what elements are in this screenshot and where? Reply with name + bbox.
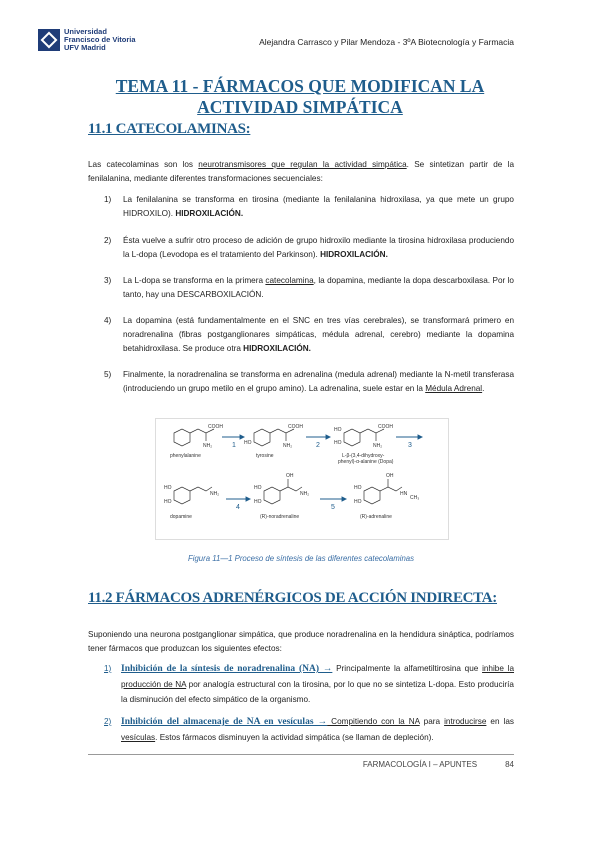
item-number: 4) <box>104 316 112 325</box>
footer-text: FARMACOLOGÍA I – APUNTES <box>362 760 478 769</box>
group-label: NH₂ <box>283 443 293 449</box>
section-heading-farmacos: 11.2 FÁRMACOS ADRENÉRGICOS DE ACCIÓN INDIRECTA: <box>88 590 497 606</box>
list-item <box>104 234 514 262</box>
item-number: 1) <box>104 664 112 673</box>
header-authors: Alejandra Carrasco y Pilar Mendoza - 3ºA Biotecnología y Farmacia <box>259 37 514 47</box>
section-heading-catecolaminas: 11.1 CATECOLAMINAS: <box>88 121 251 137</box>
logo-text <box>64 28 136 52</box>
compound-name: (R)-adrenaline <box>360 514 392 520</box>
group-label: COOH <box>208 424 223 430</box>
item-text: La dopamina (está fundamentalmente en el SNC en tres vías cerebrales), se transformará primero en noradrenalina (fibras postganglionares simpáticas, médula adrenal, cerebro) mediante la dopamina betahidroxilasa. Se produce otra <box>123 316 514 353</box>
item-text: en las <box>486 717 515 726</box>
item-text-end: por analogía estructural con la tirosina, por lo que no se sintetiza L-dopa. Esto produciría la disminución del efecto simpático de la organismo. <box>121 680 514 704</box>
step-label: 3 <box>408 442 412 449</box>
group-label: HO <box>254 499 262 505</box>
item-text: para <box>419 717 445 726</box>
section2-intro: Suponiendo una neurona postganglionar simpática, que produce noradrenalina en la hendidura sináptica, podríamos tener fármacos que produzcan los siguientes efectos: <box>88 630 514 653</box>
logo-line-3: UFV Madrid <box>64 43 106 52</box>
group-label: COOH <box>378 424 393 430</box>
synthesis-diagram <box>156 419 448 539</box>
item-bold: HIDROXILACIÓN. <box>243 344 311 353</box>
intro-text: Las catecolaminas son los <box>88 160 199 169</box>
catecholamine-synthesis-figure <box>155 418 449 540</box>
item-underlined: catecolamina <box>265 276 314 285</box>
step-label: 1 <box>232 442 236 449</box>
step-label: 2 <box>316 442 320 449</box>
compound-name: tyrosine <box>256 453 274 459</box>
item-underlined: Médula Adrenal <box>425 384 483 393</box>
compound-name: phenyl)-α-alanine (Dopa) <box>338 459 394 465</box>
item-underlined: vesículas <box>121 733 156 742</box>
item-underlined: inhibe la producción de NA <box>121 664 515 689</box>
item-text: La fenilalanina se transforma en tirosina (mediante la fenilalanina hidroxilasa, ya que mete un grupo HIDROXILO). <box>123 195 514 218</box>
item-text-end: . Estos fármacos disminuyen la actividad simpática (se llaman de depleción). <box>155 733 434 742</box>
list-item <box>104 274 514 302</box>
item-text: Ésta vuelve a sufrir otro proceso de adición de grupo hidroxilo mediante la tirosina hidroxilasa produciendo la L-dopa (Levodopa es el tratamiento del Parkinson). <box>123 236 514 259</box>
list-item <box>104 314 514 356</box>
group-label: NH₂ <box>210 491 220 497</box>
page-number: 84 <box>505 760 514 769</box>
benzene-ring <box>174 429 190 446</box>
item-text-end: . <box>482 384 485 393</box>
item-bold: HIDROXILACIÓN. <box>320 250 388 259</box>
compound-name: dopamine <box>170 514 192 520</box>
item-text: Principalmente la alfametiltirosina que <box>332 664 483 673</box>
list-item <box>104 368 514 396</box>
group-label: COOH <box>288 424 303 430</box>
group-label: NH₂ <box>203 443 213 449</box>
figure-caption: Figura 11—1 Proceso de síntesis de las diferentes catecolaminas <box>187 554 415 563</box>
group-label: CH₃ <box>410 495 420 501</box>
page-title: TEMA 11 - FÁRMACOS QUE MODIFICAN LA ACTIVIDAD SIMPÁTICA <box>115 76 485 117</box>
intro-text-end: . Se sintetizan partir de la fenilalanina, mediante diferentes transformaciones secuenciales: <box>88 160 514 183</box>
list-item <box>104 714 514 745</box>
footer-divider <box>88 754 514 755</box>
step-label: 4 <box>236 504 240 511</box>
item-number: 2) <box>104 236 112 245</box>
step-label: 5 <box>331 504 335 511</box>
group-label: OH <box>386 473 394 479</box>
logo-line-1: Universidad <box>64 27 107 36</box>
item-number: 3) <box>104 276 112 285</box>
group-label: HO <box>164 485 172 491</box>
page-footer <box>363 760 514 769</box>
item-text: La L-dopa se transforma en la primera <box>123 276 266 285</box>
group-label: HN <box>400 491 408 497</box>
group-label: OH <box>286 473 294 479</box>
group-label: HO <box>254 485 262 491</box>
item-text-end: , la dopamina, mediante la dopa descarboxilasa. Por lo tanto, hay una DESCARBOXILACIÓN. <box>123 276 514 299</box>
item-number: 2) <box>104 717 112 726</box>
group-label: NH₂ <box>373 443 383 449</box>
item-heading: Inhibición del almacenaje de NA en vesículas → <box>121 717 328 727</box>
benzene-ring <box>254 429 270 446</box>
intro-underlined: neurotransmisores que regulan la actividad simpática <box>198 160 407 169</box>
item-number: 5) <box>104 370 112 379</box>
group-label: HO <box>244 440 252 446</box>
benzene-ring <box>344 429 360 446</box>
ufv-logo-icon <box>38 29 60 51</box>
item-underlined: Compitiendo con la NA <box>327 717 420 726</box>
logo-line-2: Francisco de Vitoria <box>64 35 136 44</box>
list-item <box>104 193 514 221</box>
item-text: Finalmente, la noradrenalina se transforma en adrenalina (medula adrenal) mediante la N-metil transferasa (introduciendo un grupo metilo en el grupo amino). La adrenalina, suele estar en la <box>123 370 514 393</box>
item-number: 1) <box>104 195 112 204</box>
section1-intro <box>88 158 514 186</box>
group-label: HO <box>164 499 172 505</box>
group-label: HO <box>334 440 342 446</box>
group-label: HO <box>354 485 362 491</box>
item-heading: Inhibición de la síntesis de noradrenalina (NA) → <box>121 664 333 674</box>
group-label: HO <box>334 427 342 433</box>
list-item <box>104 661 514 707</box>
group-label: NH₂ <box>300 491 310 497</box>
university-logo <box>38 28 136 52</box>
item-underlined: introducirse <box>444 717 487 726</box>
compound-name: phenylalanine <box>170 453 201 459</box>
item-bold: HIDROXILACIÓN. <box>175 209 244 218</box>
compound-name: L-β-(3,4-dihydroxy- <box>342 453 385 459</box>
compound-name: (R)-noradrenaline <box>260 514 300 520</box>
group-label: HO <box>354 499 362 505</box>
